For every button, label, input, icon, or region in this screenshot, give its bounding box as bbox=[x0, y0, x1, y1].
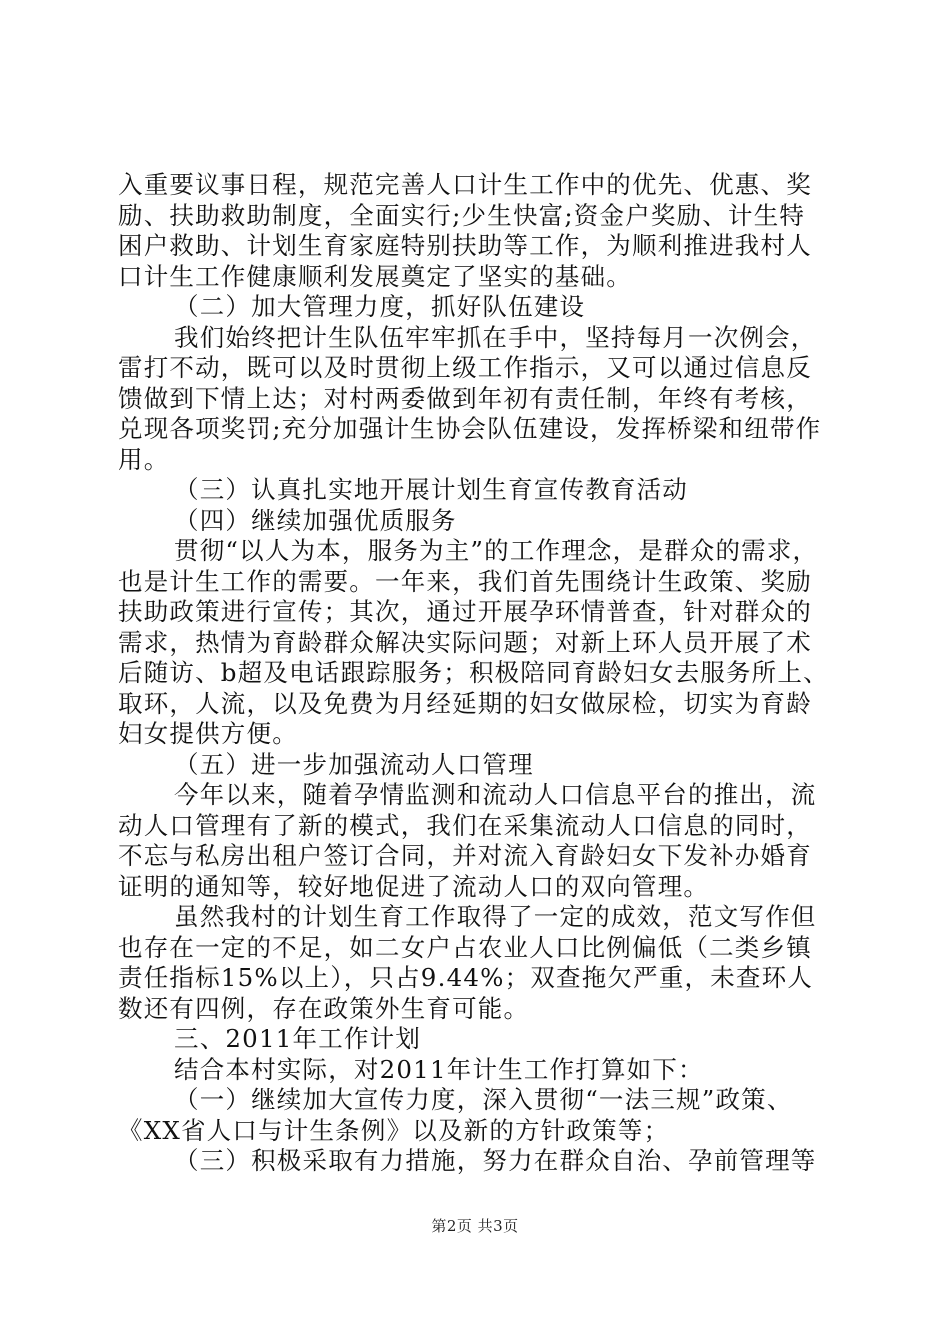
text-line: 今年以来，随着孕情监测和流动人口信息平台的推出，流 bbox=[174, 780, 817, 809]
text-line: 口计生工作健康顺利发展奠定了坚实的基础。 bbox=[118, 261, 632, 291]
text-line: （三）积极采取有力措施，努力在群众自治、孕前管理等 bbox=[174, 1146, 817, 1175]
text-line: 后随访、b超及电话跟踪服务；积极陪同育龄妇女去服务所上、 bbox=[118, 658, 829, 687]
text-line: （四）继续加强优质服务 bbox=[174, 505, 457, 535]
text-line: 三、2011年工作计划 bbox=[174, 1024, 422, 1053]
text-line: 妇女提供方便。 bbox=[118, 719, 298, 748]
text-line: 馈做到下情上达；对村两委做到年初有责任制，年终有考核， bbox=[118, 383, 812, 413]
text-line: 结合本村实际，对2011年计生工作打算如下： bbox=[174, 1054, 704, 1084]
text-line: 困户救助、计划生育家庭特别扶助等工作，为顺利推进我村人 bbox=[118, 231, 812, 260]
text-line: 数还有四例，存在政策外生育可能。 bbox=[118, 993, 530, 1023]
text-line: 我们始终把计生队伍牢牢抓在手中，坚持每月一次例会， bbox=[174, 322, 817, 352]
text-line: 励、扶助救助制度，全面实行;少生快富;资金户奖励、计生特 bbox=[118, 200, 806, 230]
text-line: 贯彻“以人为本，服务为主”的工作理念，是群众的需求， bbox=[174, 536, 819, 565]
text-line: 《XX省人口与计生条例》以及新的方针政策等； bbox=[118, 1115, 670, 1145]
page-footer: 第2页 共3页 bbox=[431, 1217, 519, 1235]
text-line: 虽然我村的计划生育工作取得了一定的成效，范文写作但 bbox=[174, 902, 817, 931]
text-line: 也存在一定的不足，如二女户占农业人口比例偏低（二类乡镇 bbox=[118, 932, 812, 962]
text-line: 动人口管理有了新的模式，我们在采集流动人口信息的同时， bbox=[118, 810, 812, 840]
text-line: （一）继续加大宣传力度，深入贯彻“一法三规”政策、 bbox=[174, 1085, 793, 1114]
text-line: 入重要议事日程，规范完善人口计生工作中的优先、优惠、奖 bbox=[118, 170, 812, 199]
text-line: 需求，热情为育龄群众解决实际问题；对新上环人员开展了术 bbox=[118, 627, 812, 657]
text-line: 扶助政策进行宣传；其次，通过开展孕环情普查，针对群众的 bbox=[118, 597, 812, 626]
text-line: 也是计生工作的需要。一年来，我们首先围绕计生政策、奖励 bbox=[118, 566, 812, 596]
text-line: 责任指标15%以上），只占9.44%；双查拖欠严重，未查环人 bbox=[118, 963, 814, 992]
text-line: （五）进一步加强流动人口管理 bbox=[174, 749, 534, 779]
text-line: 取环，人流，以及免费为月经延期的妇女做尿检，切实为育龄 bbox=[118, 688, 812, 718]
text-line: （三）认真扎实地开展计划生育宣传教育活动 bbox=[174, 475, 688, 504]
text-line: 用。 bbox=[118, 444, 170, 474]
document-body bbox=[118, 170, 838, 1177]
text-line: 雷打不动，既可以及时贯彻上级工作指示，又可以通过信息反 bbox=[118, 353, 812, 382]
text-line: 兑现各项奖罚;充分加强计生协会队伍建设，发挥桥梁和纽带作 bbox=[118, 414, 822, 443]
text-line: 不忘与私房出租户签订合同，并对流入育龄妇女下发补办婚育 bbox=[118, 841, 812, 870]
text-line: （二）加大管理力度，抓好队伍建设 bbox=[174, 292, 586, 321]
text-line: 证明的通知等，较好地促进了流动人口的双向管理。 bbox=[118, 871, 710, 901]
